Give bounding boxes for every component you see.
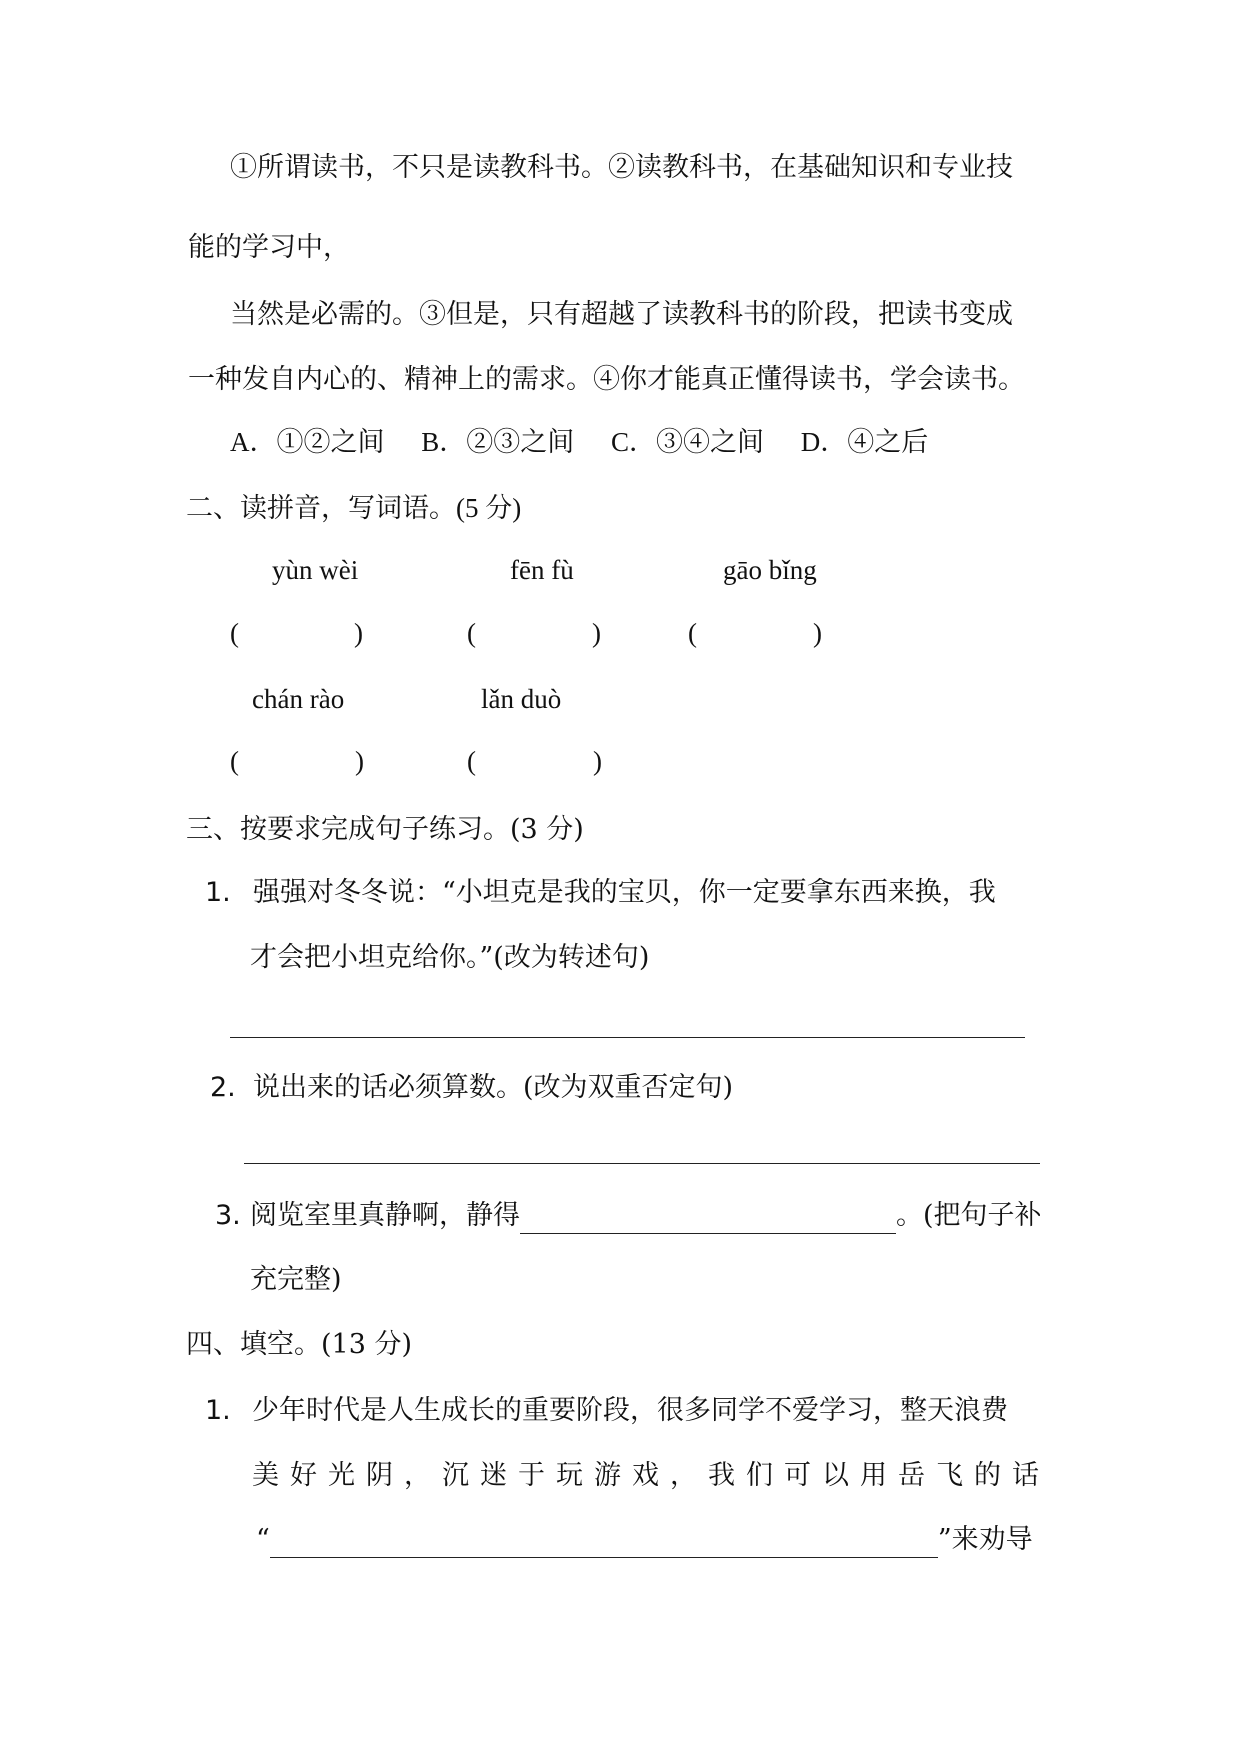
pinyin-5: lǎn duò	[481, 684, 562, 714]
q3-3-number: 3.	[215, 1200, 241, 1231]
pinyin-2: fēn fù	[510, 555, 574, 585]
q3-3-after: 。(把句子补	[896, 1200, 1042, 1231]
option-c-letter: C．	[611, 427, 657, 457]
option-d-text: ④之后	[847, 427, 929, 457]
q3-3-line-1	[250, 1198, 1042, 1234]
option-d[interactable]	[801, 424, 929, 460]
q4-1-number: 1.	[205, 1395, 231, 1426]
q3-2-answer-line[interactable]	[244, 1163, 1040, 1164]
close-paren: )	[593, 746, 602, 776]
q3-3-line-2: 充完整)	[250, 1264, 342, 1295]
pinyin-1: yùn wèi	[272, 555, 359, 585]
pinyin-4: chán rào	[252, 684, 345, 714]
passage-line-2: 能的学习中，	[188, 232, 350, 263]
q3-3-blank[interactable]	[520, 1205, 896, 1234]
close-paren: )	[355, 746, 364, 776]
close-paren: )	[813, 618, 822, 648]
close-paren: )	[354, 618, 363, 648]
option-d-letter: D．	[800, 427, 848, 457]
option-b-letter: B．	[421, 427, 467, 457]
q4-1-line-2: 美好光阴，沉迷于玩游戏，我们可以用岳飞的话	[252, 1460, 1050, 1491]
q3-3-before: 阅览室里真静啊，静得	[250, 1200, 520, 1231]
pinyin-3: gāo bǐng	[723, 555, 817, 585]
q3-2-text: 说出来的话必须算数。(改为双重否定句)	[253, 1072, 734, 1103]
open-paren: (	[230, 746, 239, 776]
passage-line-4: 一种发自内心的、精神上的需求。④你才能真正懂得读书，学会读书。	[188, 364, 1025, 395]
q4-1-open-quote: “	[256, 1524, 270, 1555]
q3-1-line-2: 才会把小坦克给你。”(改为转述句)	[250, 942, 650, 973]
passage-line-3: 当然是必需的。③但是，只有超越了读教科书的阶段，把读书变成	[230, 299, 1013, 330]
q4-1-blank[interactable]	[270, 1529, 938, 1558]
q3-2-number: 2.	[210, 1072, 236, 1103]
open-paren: (	[467, 746, 476, 776]
option-b[interactable]	[421, 424, 574, 460]
close-paren: )	[592, 618, 601, 648]
q3-1-line-1: 强强对冬冬说：“小坦克是我的宝贝，你一定要拿东西来换，我	[253, 877, 996, 908]
passage-line-1: ①所谓读书，不只是读教科书。②读教科书，在基础知识和专业技	[230, 152, 1013, 183]
open-paren: (	[467, 618, 476, 648]
section-2-title: 二、读拼音，写词语。(5 分)	[186, 493, 522, 523]
section-4-title: 四、填空。(13 分)	[186, 1329, 413, 1360]
answer-options	[230, 424, 958, 460]
q4-1-line-1: 少年时代是人生成长的重要阶段，很多同学不爱学习，整天浪费	[252, 1395, 1008, 1426]
option-b-text: ②③之间	[466, 427, 575, 457]
option-c-text: ③④之间	[656, 427, 765, 457]
option-a[interactable]	[230, 424, 385, 460]
open-paren: (	[688, 618, 697, 648]
q4-1-close: ”来劝导	[937, 1524, 1033, 1555]
open-paren: (	[230, 618, 239, 648]
option-a-text: ①②之间	[276, 427, 385, 457]
q4-1-line-3	[256, 1522, 1033, 1558]
q3-1-number: 1.	[205, 877, 231, 908]
option-a-letter: A．	[230, 427, 277, 457]
section-3-title: 三、按要求完成句子练习。(3 分)	[186, 814, 584, 845]
option-c[interactable]	[611, 424, 764, 460]
q3-1-answer-line[interactable]	[230, 1037, 1025, 1038]
